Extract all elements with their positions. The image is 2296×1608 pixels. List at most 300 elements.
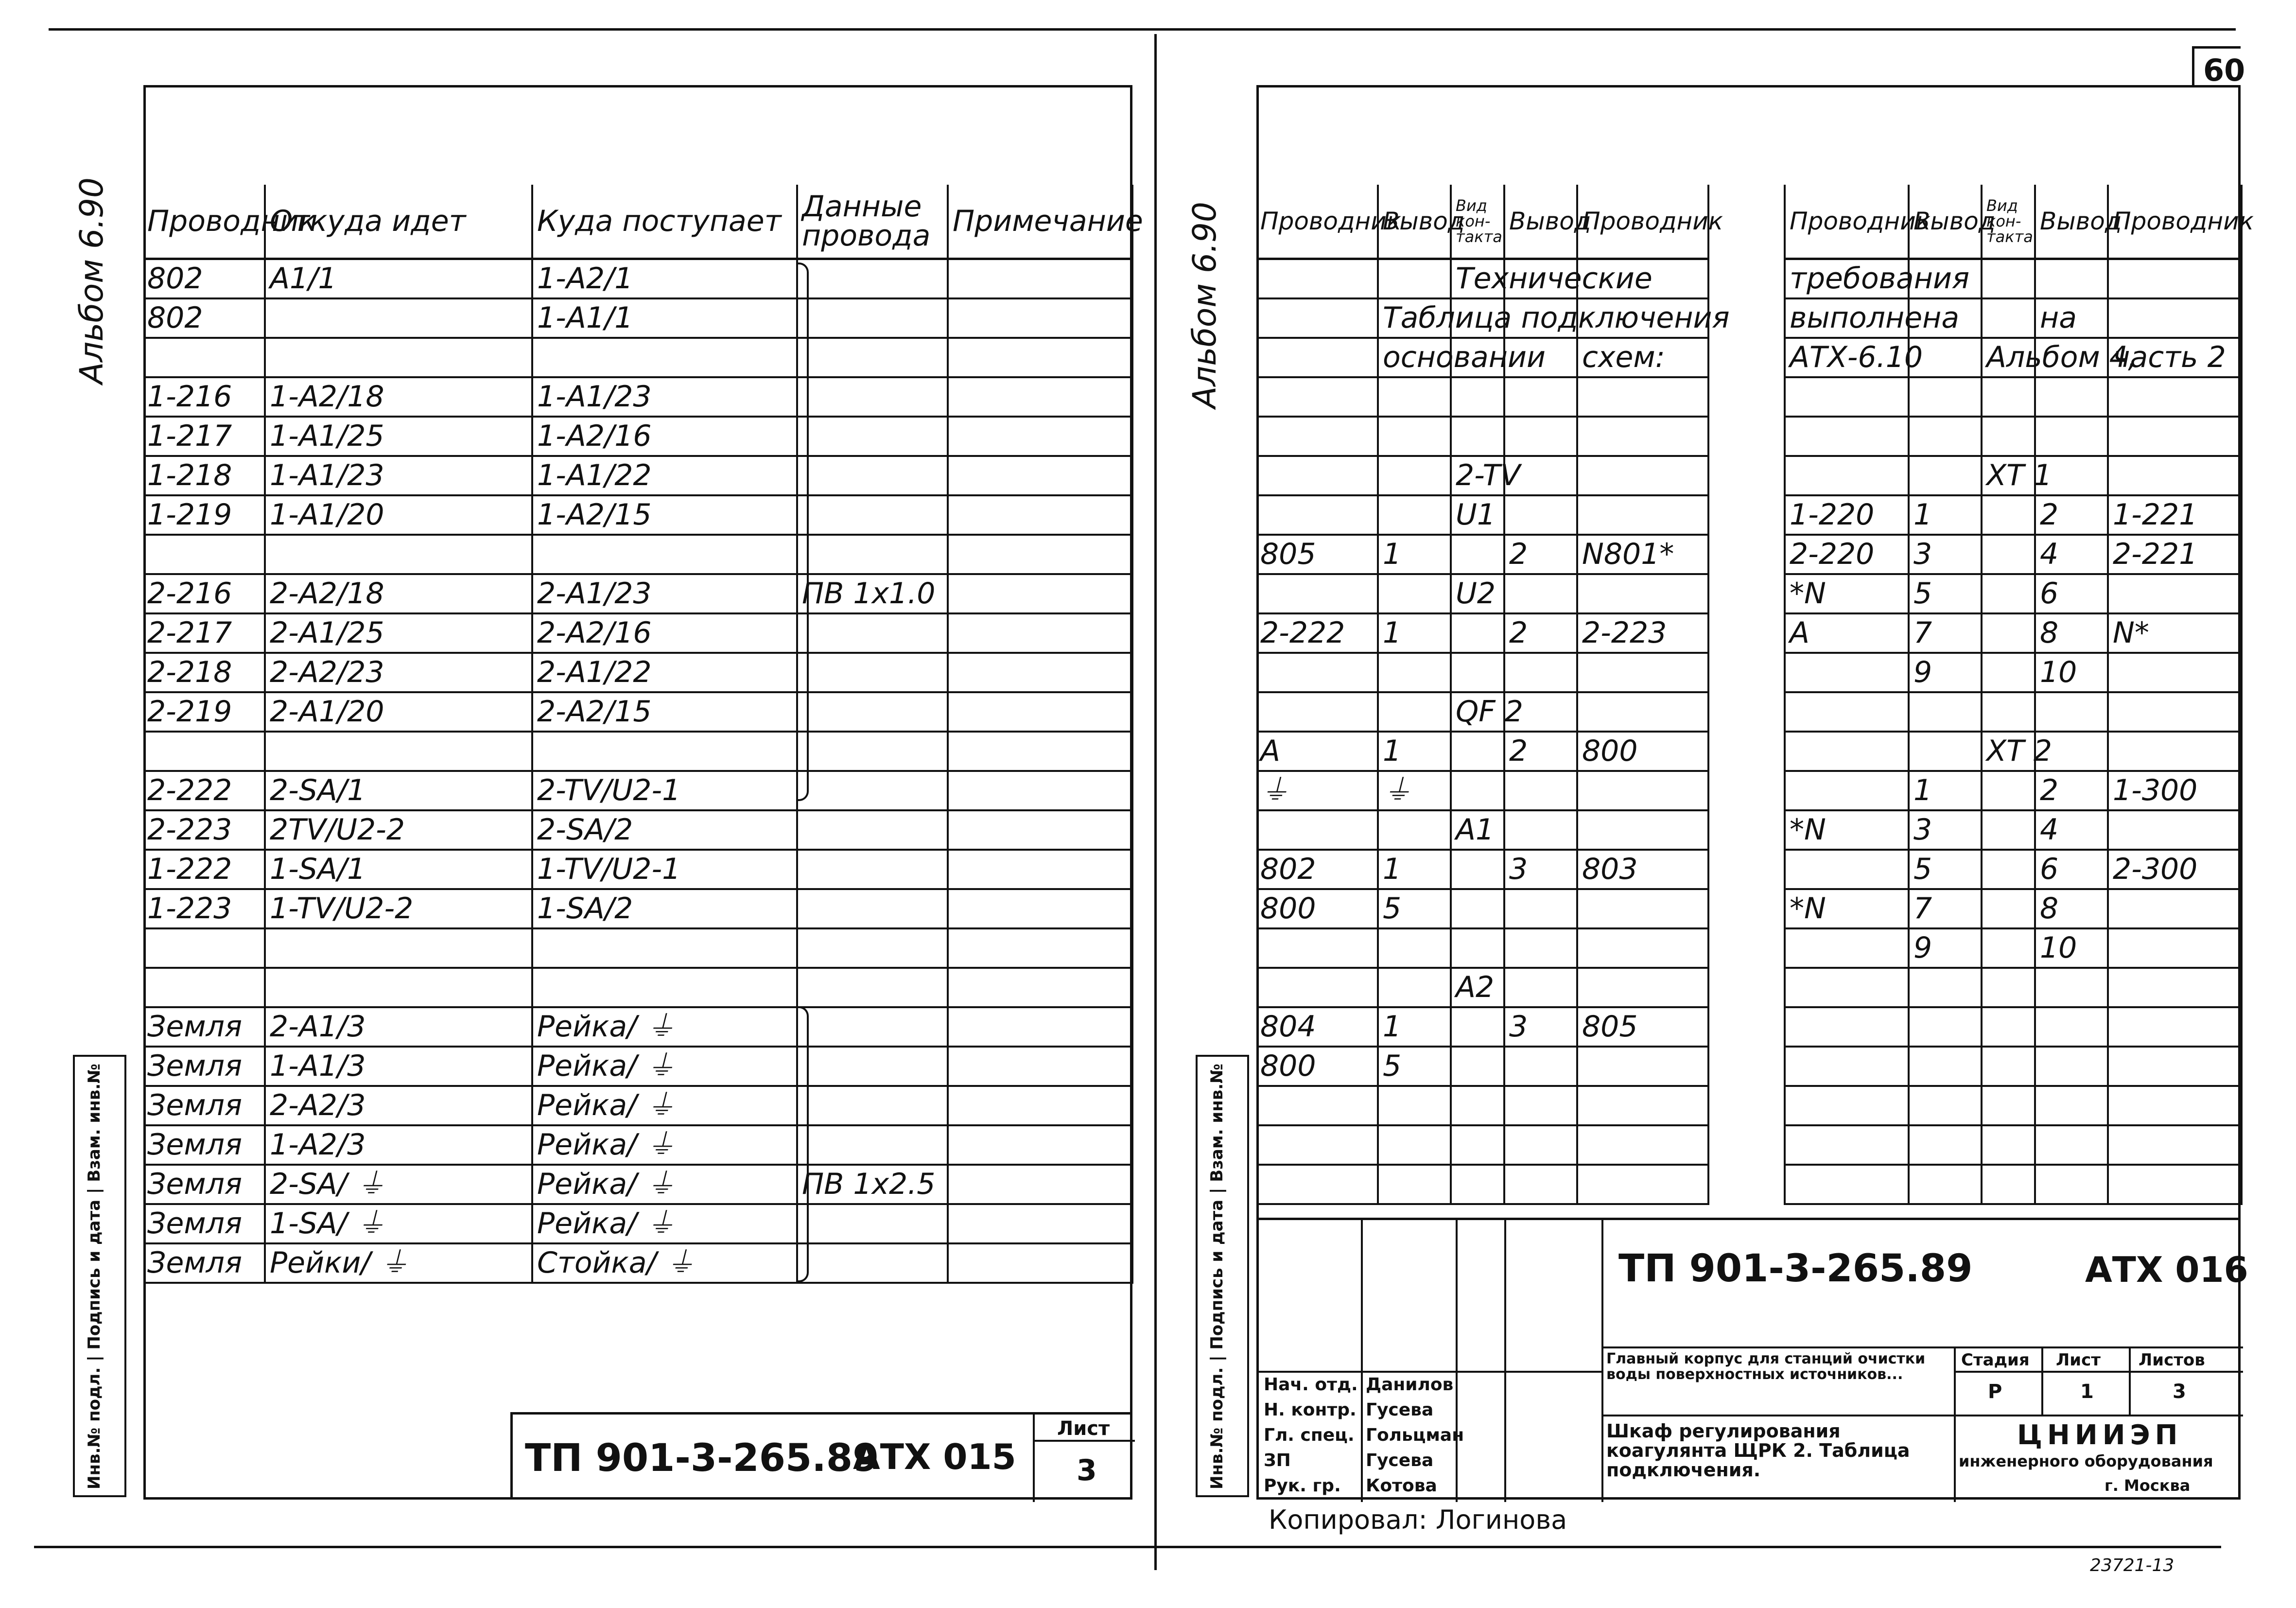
table-cell	[2108, 810, 2242, 850]
table-row	[1256, 1047, 1708, 1086]
col-header: Вид кон-такта	[1451, 185, 1504, 259]
table-cell	[1451, 613, 1504, 653]
stamp-role: Н. контр.	[1264, 1400, 1357, 1420]
right-a-header-row	[1256, 185, 1708, 259]
table-row	[1256, 1125, 1708, 1165]
table-cell: 2-A1/22	[532, 653, 797, 692]
table-cell: 803	[1577, 850, 1708, 889]
table-cell: 1	[1378, 732, 1451, 771]
right-stamp-code: ТП 901-3-265.89	[1618, 1247, 1973, 1291]
table-cell: 1-A2/15	[532, 495, 797, 535]
table-cell	[2035, 968, 2108, 1007]
stamp-vline-1	[1361, 1220, 1363, 1502]
table-cell: Рейка/ ⏚	[532, 1007, 797, 1047]
table-cell	[2108, 653, 2242, 692]
table-cell	[1256, 338, 1378, 377]
table-cell	[2108, 692, 2242, 732]
table-cell	[2108, 259, 2242, 298]
table-cell: 1-TV/U2-2	[265, 889, 532, 928]
table-cell	[1256, 377, 1378, 417]
table-cell	[1256, 456, 1378, 495]
table-cell	[1982, 889, 2035, 928]
table-cell	[532, 968, 797, 1007]
table-row	[1256, 692, 1708, 732]
table-cell	[948, 1165, 1132, 1204]
table-row	[143, 613, 1132, 653]
table-cell: 1-A2/3	[265, 1125, 532, 1165]
table-row	[1256, 574, 1708, 613]
table-cell	[2108, 456, 2242, 495]
table-cell	[797, 377, 948, 417]
table-cell	[948, 377, 1132, 417]
table-row	[1256, 535, 1708, 574]
table-cell: Рейка/ ⏚	[532, 1125, 797, 1165]
left-stamp-sheet: 3	[1077, 1453, 1097, 1487]
table-cell: 3	[1504, 1007, 1577, 1047]
stamp-vline-3	[1504, 1220, 1506, 1502]
table-cell: 2-220	[1785, 535, 1909, 574]
table-cell	[2108, 1086, 2242, 1125]
right-stamp-title2: Шкаф регулирования коагулянта ЩРК 2. Таблица подключения.	[1606, 1420, 1910, 1481]
table-cell	[797, 692, 948, 732]
table-cell: 1-216	[143, 377, 265, 417]
table-cell	[1982, 1086, 2035, 1125]
table-cell: 1-222	[143, 850, 265, 889]
table-cell: Стойка/ ⏚	[532, 1243, 797, 1283]
table-cell	[2108, 1125, 2242, 1165]
table-row	[1785, 298, 2242, 338]
table-cell	[2108, 574, 2242, 613]
table-cell: 2-TV/U2-1	[532, 771, 797, 810]
table-cell	[1378, 968, 1451, 1007]
table-cell	[1451, 1047, 1504, 1086]
table-cell: 3	[1909, 810, 1982, 850]
table-cell	[2108, 417, 2242, 456]
table-row	[1256, 850, 1708, 889]
table-cell	[1378, 1125, 1451, 1165]
table-row	[143, 1165, 1132, 1204]
table-cell: 2-300	[2108, 850, 2242, 889]
stamp-stage: Р	[1988, 1381, 2002, 1403]
table-row	[1785, 928, 2242, 968]
table-row	[1256, 456, 1708, 495]
table-cell: ⏚	[1378, 771, 1451, 810]
table-cell: 5	[1378, 1047, 1451, 1086]
table-row	[1256, 653, 1708, 692]
table-cell	[1451, 928, 1504, 968]
table-cell: 2-216	[143, 574, 265, 613]
table-cell: 1-A1/1	[532, 298, 797, 338]
table-cell: 2-A2/3	[265, 1086, 532, 1125]
table-cell: выполнена	[1785, 298, 1909, 338]
table-cell	[797, 338, 948, 377]
table-cell: 1-A2/18	[265, 377, 532, 417]
right-stamp-title1: Главный корпус для станций очистки воды поверхностных источников...	[1606, 1350, 1926, 1383]
table-cell	[1256, 1125, 1378, 1165]
stamp-sheets: 3	[2173, 1381, 2186, 1403]
table-cell: U1	[1451, 495, 1504, 535]
table-cell	[1909, 1047, 1982, 1086]
table-row	[143, 259, 1132, 298]
table-cell	[1504, 928, 1577, 968]
table-cell	[948, 535, 1132, 574]
table-cell	[1378, 417, 1451, 456]
stamp-hline-2	[1259, 1371, 1601, 1373]
table-row	[143, 1243, 1132, 1283]
table-cell	[143, 535, 265, 574]
table-cell	[2108, 298, 2242, 338]
table-cell: 1-223	[143, 889, 265, 928]
table-cell	[1378, 692, 1451, 732]
table-cell	[1504, 1086, 1577, 1125]
table-cell	[948, 732, 1132, 771]
stamp-vline-7	[2129, 1346, 2131, 1415]
table-row	[1785, 1125, 2242, 1165]
table-cell	[948, 889, 1132, 928]
table-cell	[1982, 574, 2035, 613]
table-cell	[1785, 771, 1909, 810]
table-cell: 1-300	[2108, 771, 2242, 810]
table-cell: 1-221	[2108, 495, 2242, 535]
table-row	[1256, 613, 1708, 653]
table-cell: 2-A1/23	[532, 574, 797, 613]
stamp-hline-3	[1601, 1415, 2243, 1416]
copied-by: Копировал: Логинова	[1269, 1504, 1567, 1535]
table-cell	[948, 338, 1132, 377]
table-cell: 1	[1909, 771, 1982, 810]
table-row	[143, 535, 1132, 574]
table-cell: Земля	[143, 1007, 265, 1047]
table-cell	[1451, 889, 1504, 928]
left-stamp-hline	[1033, 1440, 1135, 1442]
table-cell	[2108, 732, 2242, 771]
stamp-person: Гусева	[1366, 1400, 1434, 1420]
table-cell: 800	[1256, 889, 1378, 928]
table-cell	[1577, 1086, 1708, 1125]
table-cell: 2-222	[143, 771, 265, 810]
table-cell	[1982, 810, 2035, 850]
table-cell	[1256, 574, 1378, 613]
table-cell	[1909, 732, 1982, 771]
table-cell: основании	[1378, 338, 1451, 377]
table-cell	[265, 535, 532, 574]
table-cell: A1/1	[265, 259, 532, 298]
table-cell	[2108, 889, 2242, 928]
table-cell: 2-A1/25	[265, 613, 532, 653]
table-cell	[948, 574, 1132, 613]
table-cell	[948, 1086, 1132, 1125]
table-cell	[797, 928, 948, 968]
left-title-stamp	[510, 1412, 1132, 1500]
table-cell	[532, 338, 797, 377]
table-cell	[797, 298, 948, 338]
table-row	[1785, 1165, 2242, 1204]
table-row	[143, 1047, 1132, 1086]
table-cell	[2035, 1047, 2108, 1086]
table-cell	[1577, 968, 1708, 1007]
table-cell	[797, 968, 948, 1007]
table-cell	[1256, 968, 1378, 1007]
table-cell	[1378, 653, 1451, 692]
stamp-hline-1	[1601, 1346, 2243, 1348]
table-cell	[2108, 1165, 2242, 1204]
table-cell	[1785, 1007, 1909, 1047]
table-cell	[1785, 1086, 1909, 1125]
table-row	[143, 495, 1132, 535]
right-table-b	[1784, 185, 2254, 1205]
table-cell: 5	[1378, 889, 1451, 928]
table-cell: U2	[1451, 574, 1504, 613]
table-cell	[1909, 456, 1982, 495]
table-cell	[1504, 1125, 1577, 1165]
table-cell	[2035, 417, 2108, 456]
table-row	[143, 928, 1132, 968]
table-cell	[1451, 535, 1504, 574]
table-cell	[2108, 1047, 2242, 1086]
table-cell	[1982, 692, 2035, 732]
table-row	[1785, 495, 2242, 535]
page-number-box	[2192, 46, 2245, 88]
footer-number: 23721-13	[2090, 1556, 2174, 1575]
table-cell	[948, 928, 1132, 968]
table-cell: 805	[1256, 535, 1378, 574]
table-row	[143, 732, 1132, 771]
table-cell	[948, 1125, 1132, 1165]
table-cell: 1	[1909, 495, 1982, 535]
table-row	[1256, 810, 1708, 850]
col-header: Куда поступает	[532, 185, 797, 259]
table-cell: 4	[2035, 535, 2108, 574]
table-row	[143, 417, 1132, 456]
table-cell	[1982, 1007, 2035, 1047]
table-cell	[1504, 1165, 1577, 1204]
table-cell	[1378, 574, 1451, 613]
table-row	[1785, 889, 2242, 928]
table-row	[1785, 968, 2242, 1007]
stamp-role: Рук. гр.	[1264, 1476, 1341, 1496]
table-row	[1785, 771, 2242, 810]
col-header: Проводник	[1577, 185, 1708, 259]
table-row	[143, 377, 1132, 417]
left-wiring-table	[143, 185, 1143, 1284]
table-cell: 1	[1378, 535, 1451, 574]
table-cell: Рейка/ ⏚	[532, 1047, 797, 1086]
table-cell	[2035, 1125, 2108, 1165]
stamp-city: г. Москва	[2105, 1476, 2191, 1495]
table-cell: 7	[1909, 889, 1982, 928]
table-cell	[1256, 692, 1378, 732]
table-cell	[1256, 259, 1378, 298]
table-cell	[797, 850, 948, 889]
table-cell	[1451, 771, 1504, 810]
table-row	[1785, 850, 2242, 889]
table-cell	[948, 850, 1132, 889]
table-cell: 2-221	[2108, 535, 2242, 574]
table-row	[1785, 692, 2242, 732]
stamp-person: Котова	[1366, 1476, 1437, 1496]
table-cell	[1504, 889, 1577, 928]
table-cell	[1504, 968, 1577, 1007]
table-cell: 9	[1909, 928, 1982, 968]
table-cell	[1909, 1086, 1982, 1125]
left-stamp-mark: АТХ 015	[853, 1436, 1016, 1477]
table-cell: *N	[1785, 889, 1909, 928]
table-row	[143, 298, 1132, 338]
table-cell: 1-A2/1	[532, 259, 797, 298]
right-b-header-row	[1785, 185, 2242, 259]
table-cell: 2	[1504, 613, 1577, 653]
table-cell	[1451, 1165, 1504, 1204]
col-header: Проводник	[143, 185, 265, 259]
table-row	[143, 1086, 1132, 1125]
table-cell	[948, 456, 1132, 495]
left-album-label: Альбом 6.90	[73, 177, 110, 384]
table-cell: 1	[1378, 850, 1451, 889]
right-side-stamp-text: Инв.№ подл. | Подпись и дата | Взам. инв.№	[1207, 1063, 1227, 1489]
col-header: Данные провода	[797, 185, 948, 259]
right-stamp-mark: АТХ 016	[2085, 1249, 2248, 1290]
table-cell	[2035, 259, 2108, 298]
table-cell	[797, 259, 948, 298]
table-row	[1256, 1086, 1708, 1125]
table-cell: 2TV/U2-2	[265, 810, 532, 850]
table-cell	[143, 338, 265, 377]
table-cell: Земля	[143, 1047, 265, 1086]
table-cell: 1-218	[143, 456, 265, 495]
table-cell	[948, 495, 1132, 535]
table-cell	[948, 968, 1132, 1007]
table-cell	[1577, 692, 1708, 732]
table-cell	[1504, 1047, 1577, 1086]
table-cell: 6	[2035, 850, 2108, 889]
left-stamp-divider	[1033, 1415, 1035, 1502]
col-header: Примечание	[948, 185, 1132, 259]
table-cell	[265, 732, 532, 771]
table-cell	[1256, 1086, 1378, 1125]
table-cell: 802	[143, 298, 265, 338]
table-cell	[1256, 1165, 1378, 1204]
table-cell	[1982, 535, 2035, 574]
col-header: Вид кон-такта	[1982, 185, 2035, 259]
table-cell	[1504, 417, 1577, 456]
table-cell	[1378, 1086, 1451, 1125]
table-cell: 6	[2035, 574, 2108, 613]
table-cell	[797, 810, 948, 850]
table-cell: 1-220	[1785, 495, 1909, 535]
col-header: Откуда идет	[265, 185, 532, 259]
table-cell: 2	[1504, 535, 1577, 574]
table-cell: требования	[1785, 259, 1909, 298]
left-header-row	[143, 185, 1132, 259]
table-cell	[1256, 298, 1378, 338]
table-cell	[2035, 1165, 2108, 1204]
table-cell: Земля	[143, 1125, 265, 1165]
table-cell: на	[2035, 298, 2108, 338]
table-cell: 802	[1256, 850, 1378, 889]
table-cell	[948, 810, 1132, 850]
table-cell	[1504, 377, 1577, 417]
table-cell: Рейки/ ⏚	[265, 1243, 532, 1283]
table-cell	[1909, 377, 1982, 417]
table-cell	[1577, 574, 1708, 613]
stamp-person: Данилов	[1366, 1375, 1454, 1395]
table-cell: Земля	[143, 1086, 265, 1125]
table-cell: 2-SA/2	[532, 810, 797, 850]
table-cell	[1785, 1165, 1909, 1204]
table-cell: 10	[2035, 653, 2108, 692]
right-album-label: Альбом 6.90	[1186, 201, 1223, 408]
table-row	[143, 889, 1132, 928]
table-cell: 2-A2/23	[265, 653, 532, 692]
table-cell	[797, 613, 948, 653]
table-cell: 1-SA/1	[265, 850, 532, 889]
table-cell	[797, 456, 948, 495]
table-cell	[1982, 1125, 2035, 1165]
stamp-org: ЦНИИЭП	[2017, 1419, 2183, 1451]
stamp-vline-2	[1456, 1220, 1458, 1502]
table-cell	[265, 968, 532, 1007]
table-cell	[948, 613, 1132, 653]
table-cell	[1909, 968, 1982, 1007]
bottom-trim-line	[34, 1546, 2221, 1548]
table-cell	[1785, 732, 1909, 771]
table-cell	[797, 495, 948, 535]
table-cell	[1256, 653, 1378, 692]
left-stamp-sheet-label: Лист	[1057, 1417, 1110, 1440]
table-cell	[143, 732, 265, 771]
table-cell	[797, 653, 948, 692]
table-cell	[1577, 928, 1708, 968]
stamp-sheet-label: Лист	[2056, 1350, 2101, 1370]
table-cell	[1982, 259, 2035, 298]
table-cell	[948, 298, 1132, 338]
table-cell: ⏚	[1256, 771, 1378, 810]
left-side-stamp	[73, 1055, 126, 1497]
table-cell	[797, 1007, 948, 1047]
table-cell: 1-A1/22	[532, 456, 797, 495]
table-cell: A2	[1451, 968, 1504, 1007]
table-cell: 800	[1577, 732, 1708, 771]
table-cell: 2-TV	[1451, 456, 1504, 495]
table-cell	[1378, 259, 1451, 298]
table-cell	[797, 889, 948, 928]
table-cell	[1982, 771, 2035, 810]
right-side-stamp	[1196, 1055, 1249, 1497]
table-cell	[1451, 850, 1504, 889]
col-header: Вывод	[1378, 185, 1451, 259]
table-row	[1785, 259, 2242, 298]
table-cell	[1982, 968, 2035, 1007]
col-header: Проводник	[1785, 185, 1909, 259]
table-cell	[2108, 968, 2242, 1007]
table-row	[1256, 1165, 1708, 1204]
table-cell	[1577, 889, 1708, 928]
stamp-person: Гольцман	[1366, 1425, 1464, 1445]
table-cell: 2	[1504, 732, 1577, 771]
table-cell: Земля	[143, 1243, 265, 1283]
table-cell	[1785, 377, 1909, 417]
table-cell	[2035, 1007, 2108, 1047]
table-cell	[2108, 377, 2242, 417]
table-cell	[1451, 732, 1504, 771]
table-row	[1785, 1086, 2242, 1125]
table-cell: 1-A2/16	[532, 417, 797, 456]
table-cell	[1577, 771, 1708, 810]
table-cell: 2-A2/16	[532, 613, 797, 653]
table-cell	[1982, 298, 2035, 338]
table-cell	[797, 1086, 948, 1125]
table-cell	[1909, 692, 1982, 732]
